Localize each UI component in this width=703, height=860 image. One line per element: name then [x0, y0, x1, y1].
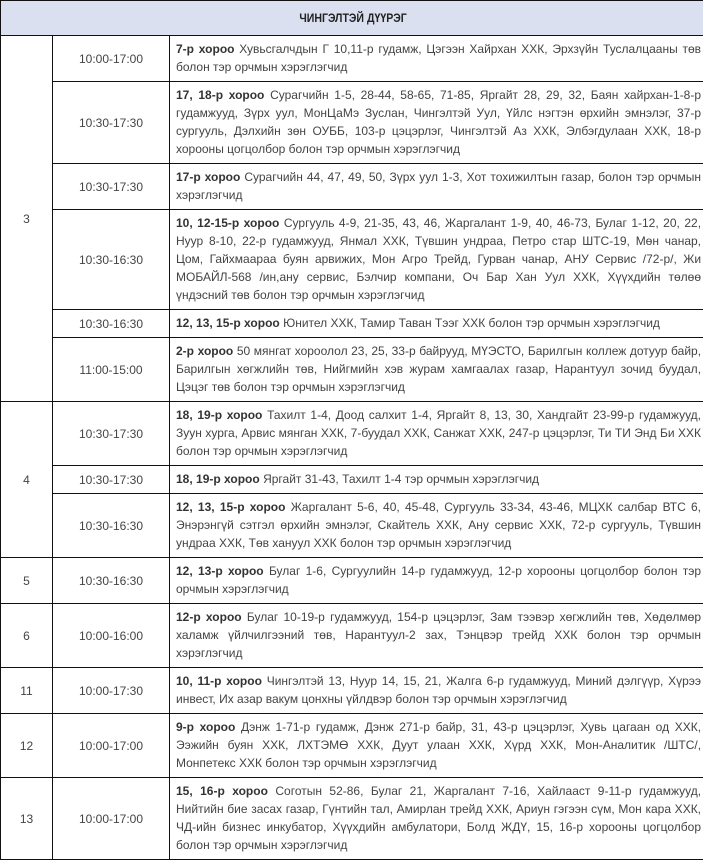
affected-area-cell [170, 558, 703, 604]
district-number-cell: 13 [1, 778, 53, 860]
table-row [1, 82, 703, 164]
time-range-cell: 10:30-17:30 [53, 82, 170, 164]
time-range-cell: 10:00-17:00 [53, 714, 170, 778]
area-description: Чингэлтэй 13, Нуур 14, 15, 21, Жалга 6-р гудамжууд, Миний дэлгүүр, Хүрээ инвест, Их азар вакум цонхны үйлдвэр болон тэр орчмын хэрэглэгчид [176, 674, 701, 706]
area-description: Сурагчийн 1-5, 28-44, 58-65, 71-85, Яргайт 28, 29, 32, Баян хайрхан-1-8-р гудамжууд, Зүрх уул, МонЦаМэ Зуслан, Чингэлтэй Уул, Үйлс нэгтэн өрхийн эмнэлэг, 37-р сургууль, Дэлхийн зөн ОУББ, 103-р цэцэрлэг, Чингэлтэй Аз ХХК, Элбэгдулаан ХХК, 18-р хорооны цогцолбор болон тэр орчмын хэрэглэгчид [176, 88, 701, 156]
khoroo-label: 2-р хороо [176, 344, 233, 358]
area-description: Булаг 10-19-р гудамжууд, 154-р цэцэрлэг, Зам тээвэр хөгжлийн төв, Хөдөлмөр халамж үйлчилгээний төв, Нарантуул-2 зах, Тэнцвэр трейд ХХК болон тэр орчмын хэрэглэгчид [176, 610, 701, 660]
table-row [1, 668, 703, 714]
district-number-cell: 6 [1, 604, 53, 668]
affected-area-cell [170, 210, 703, 310]
table-row [1, 558, 703, 604]
time-range-cell: 10:30-16:30 [53, 210, 170, 310]
district-number-cell: 11 [1, 668, 53, 714]
khoroo-label: 10, 12-15-р хороо [176, 216, 279, 230]
district-title [1, 1, 703, 36]
table-row [1, 164, 703, 210]
table-row [1, 402, 703, 466]
time-range-cell: 10:30-16:30 [53, 558, 170, 604]
affected-area-cell [170, 338, 703, 402]
affected-area-cell [170, 164, 703, 210]
area-description: 50 мянгат хороолол 23, 25, 33-р байрууд, МҮЭСТО, Барилгын коллеж дотуур байр, Барилгын хөгжлийн төв, Нийгмийн хэв журам хамгаалах газар, Нарантуул зочид буудал, Цэцэг төв болон тэр орчмын хэрэглэгчид [176, 344, 701, 394]
affected-area-cell [170, 714, 703, 778]
area-description: Соготын 52-86, Булаг 21, Жаргалант 7-16, Хайлааст 9-11-р гудамжууд, Нийтийн бие засах газар, Гүнтийн тал, Амирлан трейд ХХК, Ариун гэгээн сүм, Мон кара ХХК, ЧД-ийн бизнес инкубатор, Хүүхдийн амбулатори, Болд ЖДҮ, 15, 16-р хорооны цогцолбор болон тэр орчмын хэрэглэгчид [176, 784, 701, 852]
time-range-cell: 10:30-17:30 [53, 164, 170, 210]
time-range-cell: 10:00-17:00 [53, 36, 170, 82]
affected-area-cell [170, 310, 703, 338]
affected-area-cell [170, 466, 703, 494]
affected-area-cell [170, 36, 703, 82]
khoroo-label: 12, 13, 15-р хороо [176, 316, 280, 330]
district-title-text: ЧИНГЭЛТЭЙ ДҮҮРЭГ [300, 11, 407, 25]
time-range-cell: 10:30-16:30 [53, 310, 170, 338]
khoroo-label: 18, 19-р хороо [176, 408, 262, 422]
affected-area-cell [170, 668, 703, 714]
area-description: Булаг 1-6, Сургуулийн 14-р гудамжууд, 12-р хорооны цогцолбор болон тэр орчмын хэрэглэгчид [176, 564, 701, 596]
area-description: Жаргалант 5-6, 40, 45-48, Сургууль 33-34, 43-46, МЦХК салбар ВТС 6, Энэрэнгүй сэтгэл өрхийн эмнэлэг, Скайтель ХХК, Ану сервис ХХК, 72-р сургууль, Түвшин ундраа ХХК, Төв хануул ХХК болон тэр орчмын хэрэглэгчид [176, 500, 701, 550]
table-row [1, 210, 703, 310]
area-description: Юнител ХХК, Тамир Таван Тээг ХХК болон тэр орчмын хэрэглэгчид [283, 316, 660, 330]
affected-area-cell [170, 402, 703, 466]
table-header-row [1, 1, 703, 36]
affected-area-cell [170, 82, 703, 164]
time-range-cell: 10:00-17:30 [53, 668, 170, 714]
table-row [1, 494, 703, 558]
table-row [1, 778, 703, 860]
district-number-cell: 4 [1, 402, 53, 558]
affected-area-cell [170, 494, 703, 558]
time-range-cell: 10:30-17:30 [53, 466, 170, 494]
time-range-cell: 10:30-16:30 [53, 494, 170, 558]
time-range-cell: 10:00-16:00 [53, 604, 170, 668]
table-row [1, 310, 703, 338]
khoroo-label: 12, 13, 15-р хороо [176, 500, 285, 514]
khoroo-label: 18, 19-р хороо [176, 472, 260, 486]
time-range-cell: 11:00-15:00 [53, 338, 170, 402]
table-body [1, 36, 703, 860]
khoroo-label: 9-р хороо [176, 720, 235, 734]
khoroo-label: 12-р хороо [176, 610, 242, 624]
table-row [1, 714, 703, 778]
affected-area-cell [170, 604, 703, 668]
table-row [1, 604, 703, 668]
area-description: Яргайт 31-43, Тахилт 1-4 тэр орчмын хэрэглэгчид [263, 472, 539, 486]
khoroo-label: 10, 11-р хороо [176, 674, 262, 688]
table-row [1, 466, 703, 494]
khoroo-label: 7-р хороо [176, 42, 234, 56]
affected-area-cell [170, 778, 703, 860]
district-number-cell: 12 [1, 714, 53, 778]
table-row [1, 338, 703, 402]
area-description: Сургууль 4-9, 21-35, 43, 46, Жаргалант 1-9, 40, 46-73, Булаг 1-12, 20, 22, Нуур 8-10, 22-р гудамжууд, Янмал ХХК, Түвшин ундраа, Петро стар ШТС-19, Мөн чанар, Цом, Гайхмаараа буян арвижих, Мон Агро Трейд, Гурван чанар, АНУ Сервис /72-р/, Жи МОБАЙЛ-568 /ин,ану сервис, Бэлчир компани, Оч Бар Хан Уул ХХК, Хүүхдийн төлөө үндэсний төв болон тэр орчмын хэрэглэгчид [176, 216, 701, 302]
district-number-cell: 3 [1, 36, 53, 402]
time-range-cell: 10:30-17:30 [53, 402, 170, 466]
khoroo-label: 17, 18-р хороо [176, 88, 264, 102]
area-description: Хувьсгалчдын Г 10,11-р гудамж, Цэгээн Хайрхан ХХК, Эрхзүйн Туслалцааны төв болон тэр орчмын хэрэглэгчид [176, 42, 701, 74]
time-range-cell: 10:00-17:00 [53, 778, 170, 860]
khoroo-label: 17-р хороо [176, 170, 240, 184]
district-number-cell: 5 [1, 558, 53, 604]
khoroo-label: 12, 13-р хороо [176, 564, 264, 578]
table-row [1, 36, 703, 82]
area-description: Тахилт 1-4, Доод салхит 1-4, Яргайт 8, 13, 30, Хандгайт 23-99-р гудамжууд, Зуун хурга, Арвис мянган ХХК, 7-буудал ХХК, Санжат ХХК, 247-р цэцэрлэг, Ти ТИ Энд Би ХХК болон тэр орчмын хэрэглэгчид [176, 408, 701, 458]
area-description: Сурагчийн 44, 47, 49, 50, Зүрх уул 1-3, Хот тохижилтын газар, болон тэр орчмын хэрэглэгчид [176, 170, 701, 202]
area-description: Дэнж 1-71-р гудамж, Дэнж 271-р байр, 31, 43-р цэцэрлэг, Хувь цагаан од ХХК, Ээжийн буян ХХК, ЛХТЭМӨ ХХК, Дуут улаан ХХК, Хүрд ХХК, Мон-Аналитик /ШТС/, Монпетекс ХХК болон тэр орчмын хэрэглэгчид [176, 720, 701, 770]
khoroo-label: 15, 16-р хороо [176, 784, 268, 798]
